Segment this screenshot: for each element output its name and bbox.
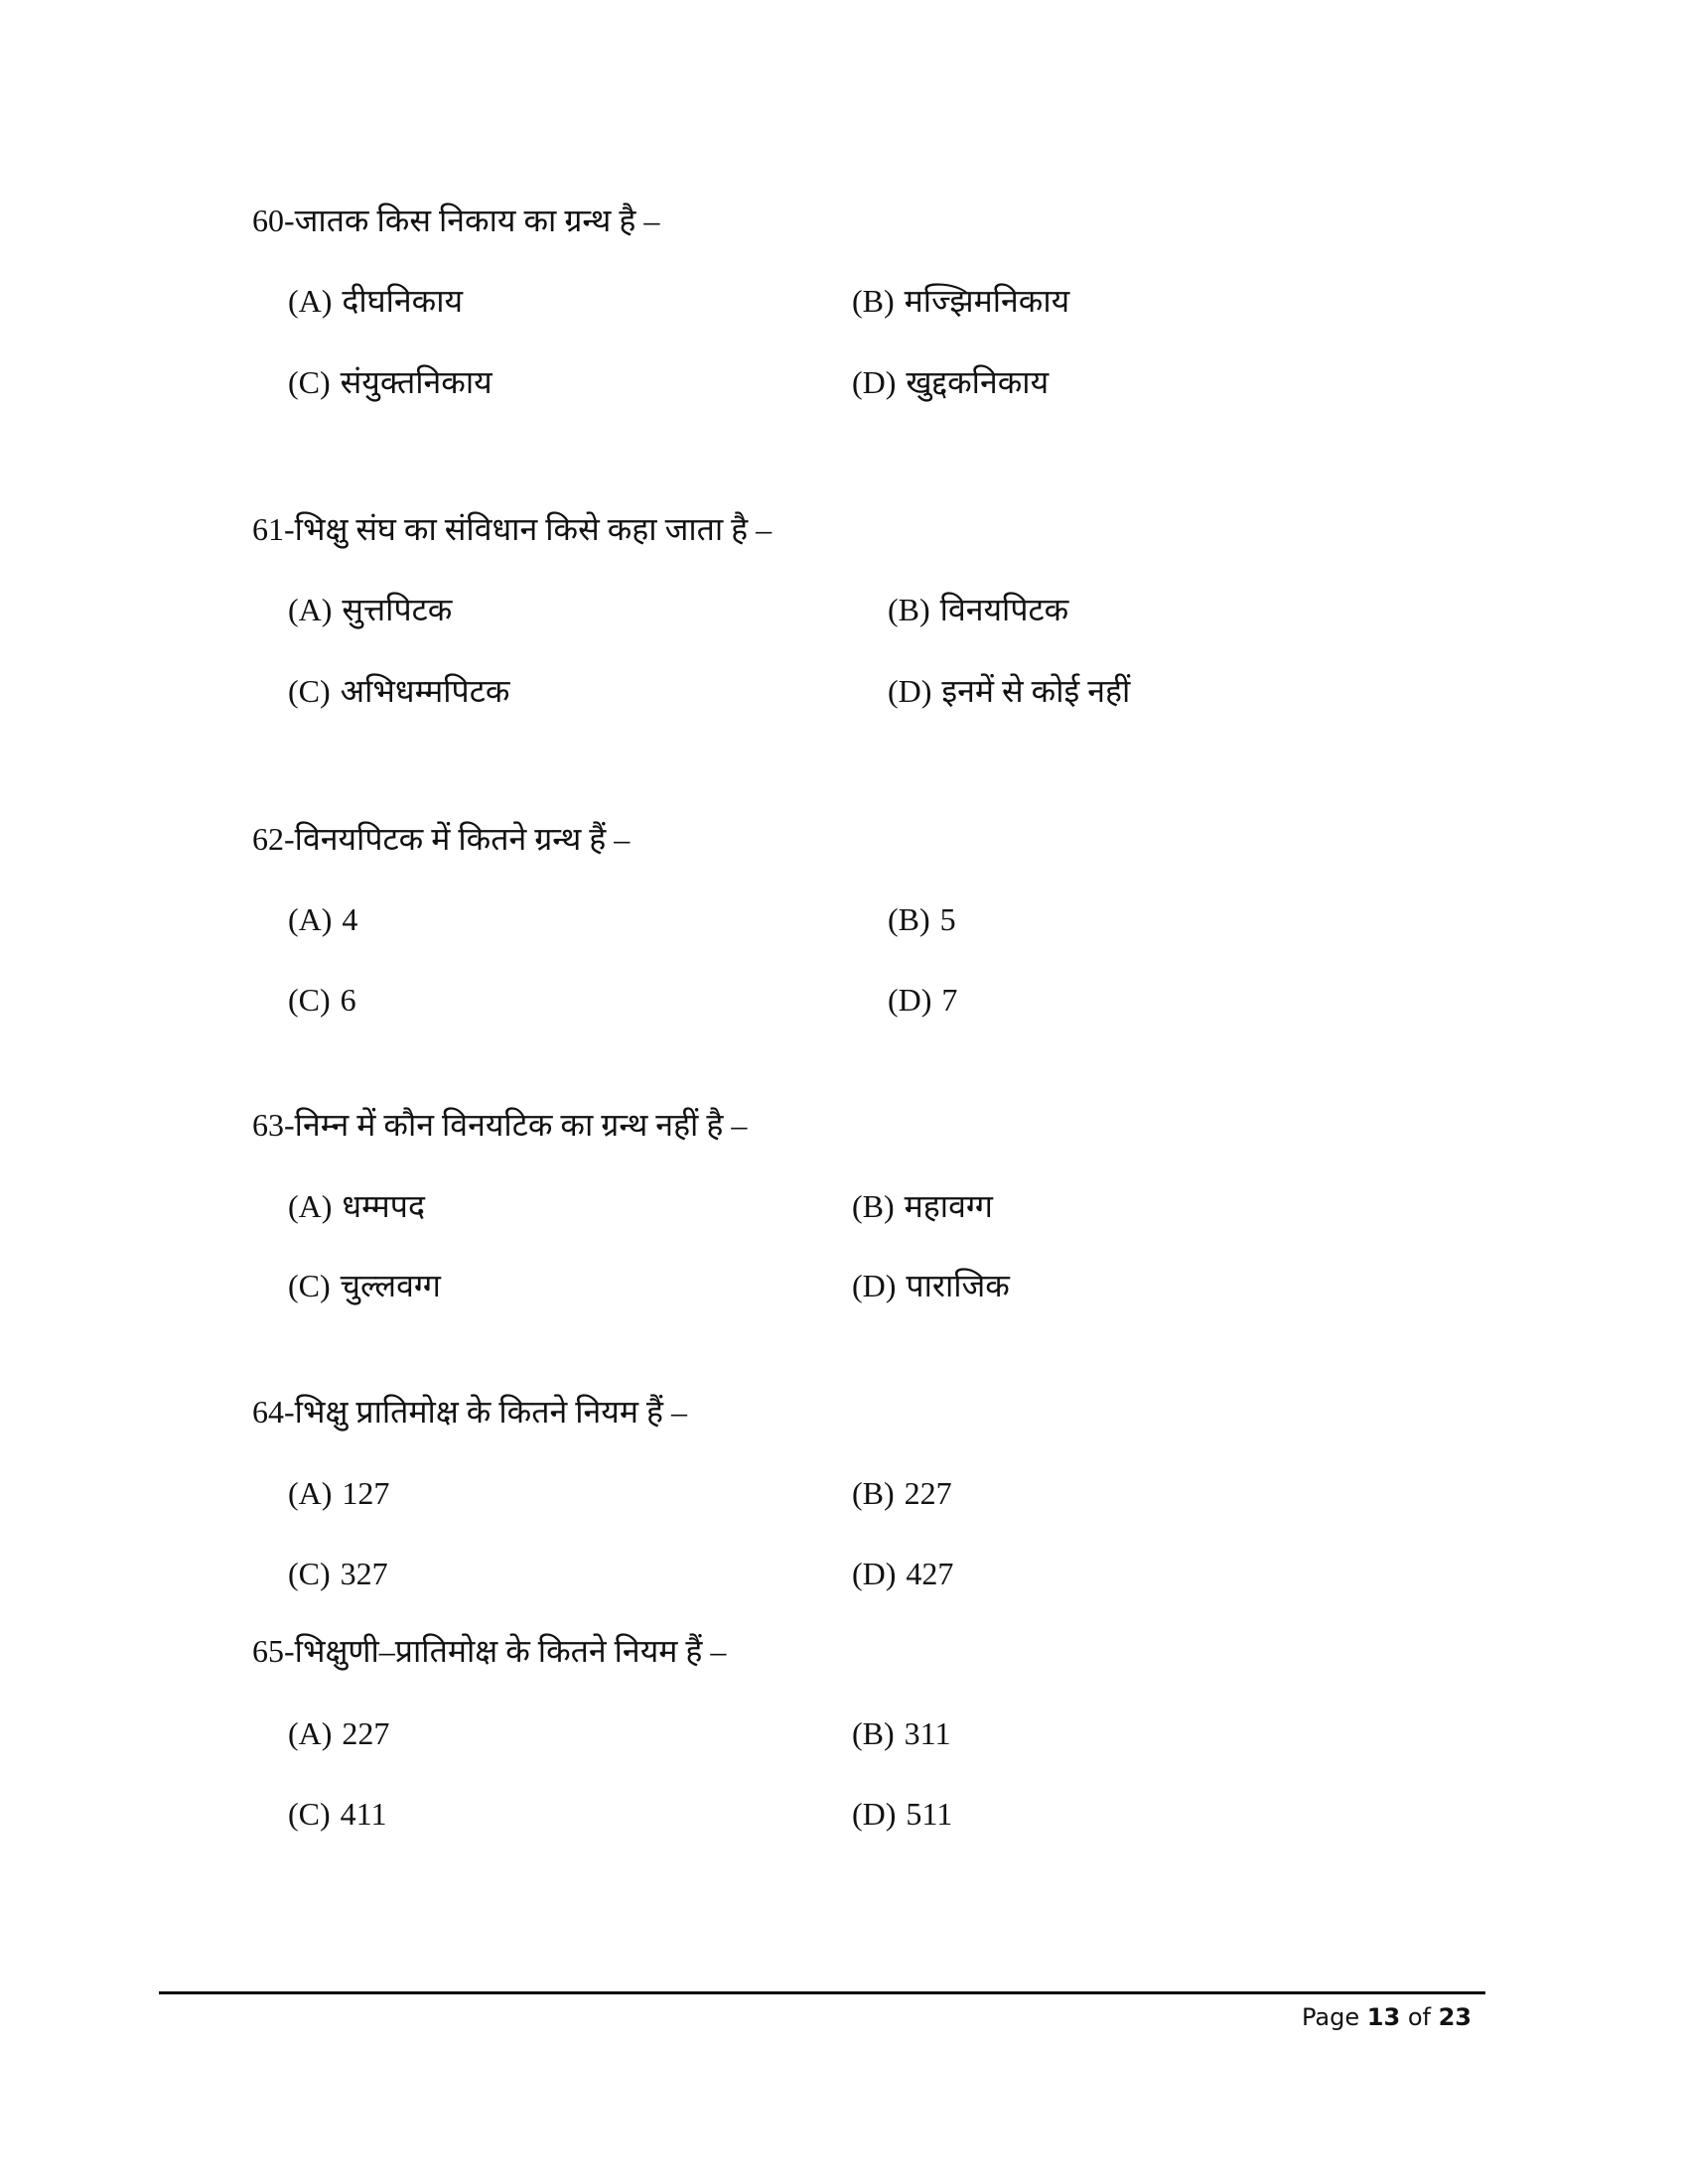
option-label: (A) [288, 283, 333, 319]
option-label: (D) [888, 982, 932, 1018]
current-page: 13 [1366, 2003, 1401, 2031]
option-label: (C) [288, 982, 331, 1018]
option-c [288, 1554, 388, 1593]
option-label: (B) [852, 1715, 895, 1751]
option-a [288, 1713, 389, 1753]
option-text: 427 [906, 1556, 954, 1591]
option-b [852, 1713, 950, 1753]
option-d [852, 1794, 952, 1834]
option-text: 5 [939, 901, 956, 937]
option-label: (B) [852, 1188, 895, 1224]
question-63-text: 63-निम्न में कौन विनयटिक का ग्रन्थ नहीं है – [252, 1107, 748, 1143]
option-text: दीघनिकाय [342, 283, 464, 319]
option-a [288, 590, 452, 629]
option-label: (A) [288, 592, 333, 627]
option-text: महावग्ग [904, 1188, 993, 1224]
option-a [288, 1473, 389, 1513]
option-label: (C) [288, 1796, 331, 1832]
option-text: पाराजिक [906, 1268, 1010, 1303]
option-d [888, 980, 957, 1020]
option-label: (C) [288, 673, 331, 709]
option-label: (D) [888, 673, 932, 709]
page-word: Page [1302, 2003, 1360, 2031]
option-b [852, 1186, 993, 1226]
option-text: संयुक्तनिकाय [340, 364, 492, 400]
option-c [288, 1266, 441, 1305]
option-text: खुद्दकनिकाय [906, 364, 1050, 400]
question-65-text: 65-भिक्षुणी–प्रातिमोक्ष के कितने नियम हैं – [252, 1633, 727, 1669]
footer-divider [159, 1991, 1485, 1994]
option-b [888, 899, 956, 939]
option-text: चुल्लवग्ग [340, 1268, 441, 1303]
option-text: अभिधम्मपिटक [340, 673, 510, 709]
option-text: 227 [342, 1715, 390, 1751]
option-label: (B) [852, 283, 895, 319]
option-d [852, 1266, 1010, 1305]
option-text: 511 [906, 1796, 953, 1832]
option-label: (D) [852, 364, 897, 400]
option-label: (C) [288, 1268, 331, 1303]
option-b [852, 1473, 952, 1513]
page-footer [1302, 2001, 1472, 2033]
option-text: 7 [941, 982, 958, 1018]
option-label: (B) [852, 1475, 895, 1511]
total-pages: 23 [1438, 2003, 1472, 2031]
question-61-text: 61-भिक्षु संघ का संविधान किसे कहा जाता है – [252, 511, 773, 547]
option-a [288, 281, 463, 321]
question-60-text: 60-जातक किस निकाय का ग्रन्थ है – [252, 203, 660, 238]
option-label: (D) [852, 1268, 897, 1303]
option-text: 127 [342, 1475, 390, 1511]
option-label: (B) [888, 592, 930, 627]
of-word: of [1407, 2003, 1431, 2031]
option-label: (C) [288, 364, 331, 400]
option-c [288, 980, 356, 1020]
option-text: 327 [340, 1556, 388, 1591]
option-text: सुत्तपिटक [342, 592, 453, 627]
option-text: मज्झिमनिकाय [904, 283, 1070, 319]
option-label: (D) [852, 1556, 897, 1591]
option-d [852, 1554, 953, 1593]
option-label: (A) [288, 1715, 333, 1751]
option-label: (A) [288, 901, 333, 937]
option-label: (A) [288, 1475, 333, 1511]
option-label: (C) [288, 1556, 331, 1591]
option-c [288, 671, 509, 711]
option-a [288, 1186, 425, 1226]
option-c [288, 362, 492, 402]
option-d [888, 671, 1130, 711]
option-label: (D) [852, 1796, 897, 1832]
option-c [288, 1794, 386, 1834]
option-label: (B) [888, 901, 930, 937]
option-text: धम्मपद [342, 1188, 425, 1224]
option-text: विनयपिटक [939, 592, 1069, 627]
option-b [888, 590, 1068, 629]
option-text: 411 [340, 1796, 387, 1832]
option-label: (A) [288, 1188, 333, 1224]
option-text: इनमें से कोई नहीं [941, 673, 1131, 709]
question-62-text: 62-विनयपिटक में कितने ग्रन्थ हैं – [252, 821, 631, 857]
option-text: 227 [904, 1475, 952, 1511]
option-a [288, 899, 357, 939]
question-64-text: 64-भिक्षु प्रातिमोक्ष के कितने नियम हैं – [252, 1394, 687, 1430]
option-d [852, 362, 1049, 402]
option-text: 4 [342, 901, 358, 937]
option-text: 311 [904, 1715, 951, 1751]
option-b [852, 281, 1069, 321]
option-text: 6 [340, 982, 356, 1018]
